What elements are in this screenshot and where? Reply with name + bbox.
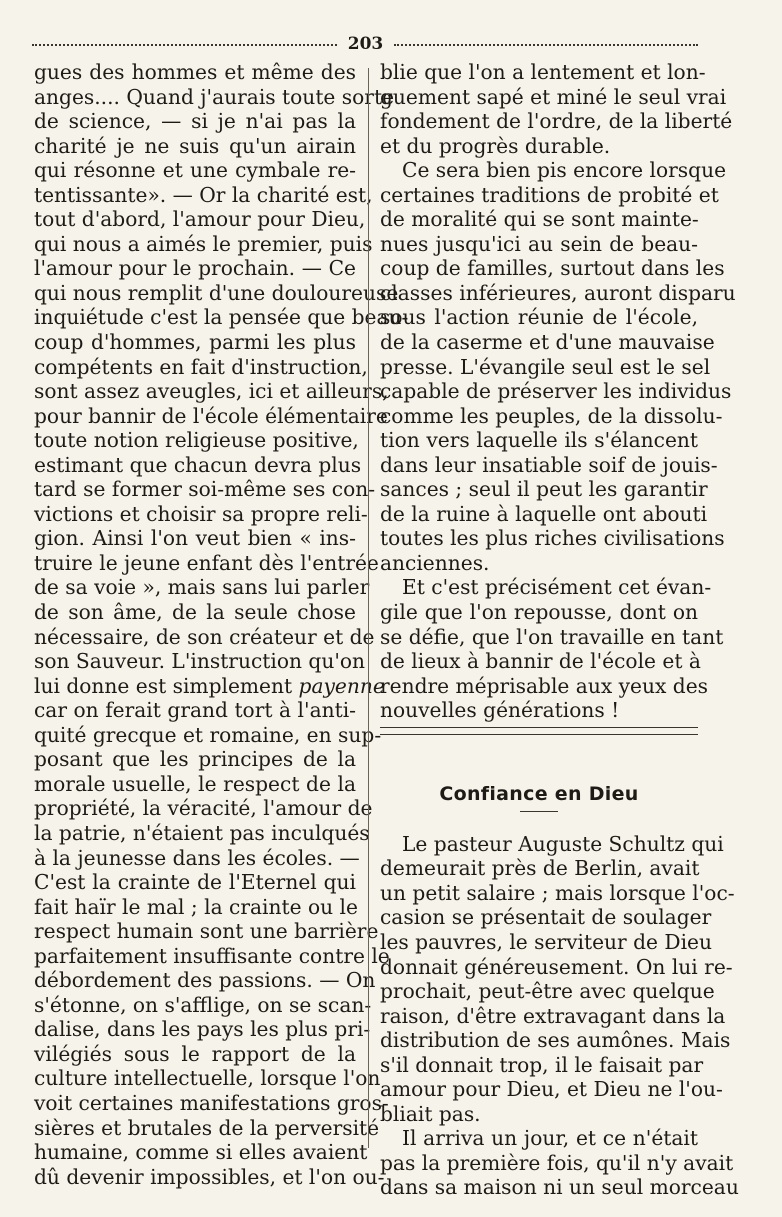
text-line: gile que l'on repousse, dont on: [380, 600, 698, 625]
text-line: tout d'abord, l'amour pour Dieu,: [34, 207, 366, 232]
text-line: tentissante». — Or la charité est,: [34, 182, 373, 207]
text-line: anciennes.: [380, 550, 490, 575]
text-line: distribution de ses aumônes. Mais: [380, 1028, 731, 1053]
text-line: qui nous a aimés le premier, puis: [34, 231, 373, 256]
section-title: Confiance en Dieu: [439, 782, 639, 805]
text-line: de moralité qui se sont mainte-: [380, 207, 699, 232]
text-line: se défie, que l'on travaille en tant: [380, 624, 724, 649]
text-line: l'amour pour le prochain. — Ce: [34, 256, 356, 281]
text-line: fait haïr le mal ; la crainte ou le: [34, 894, 358, 919]
text-line: guement sapé et miné le seul vrai: [380, 84, 727, 109]
right-column: [380, 60, 739, 1200]
text-line: truire le jeune enfant dès l'entrée: [34, 550, 379, 575]
text-line: Ce sera bien pis encore lorsque: [402, 158, 727, 183]
text-line: gues des hommes et même des: [34, 60, 356, 84]
title-underline: [520, 811, 558, 812]
text-line: de science, — si je n'ai pas la: [34, 109, 356, 134]
text-line: pour bannir de l'école élémentaire: [34, 403, 388, 428]
section-body: [380, 831, 739, 1200]
text-line: culture intellectuelle, lorsque l'on: [34, 1066, 381, 1091]
text-line: posant que les principes de la: [34, 747, 356, 772]
text-line: la patrie, n'étaient pas inculqués: [34, 820, 370, 845]
column-divider: [368, 68, 369, 1148]
text-line: gion. Ainsi l'on veut bien « ins-: [34, 526, 356, 551]
text-line: donnait généreusement. On lui re-: [380, 954, 733, 979]
text-line: amour pour Dieu, et Dieu ne l'ou-: [380, 1077, 723, 1102]
text-line: rendre méprisable aux yeux des: [380, 673, 709, 698]
text-line: vilégiés sous le rapport de la: [34, 1041, 356, 1066]
text-line: prochait, peut-être avec quelque: [380, 979, 715, 1004]
text-line: parfaitement insuffisante contre le: [34, 943, 390, 968]
text-line: nues jusqu'ici au sein de beau-: [380, 231, 698, 256]
text-line: comme les peuples, de la dissolu-: [380, 403, 723, 428]
text-line: classes inférieures, auront disparu: [380, 280, 736, 305]
text-line: compétents en fait d'instruction,: [34, 354, 368, 379]
text-line: quité grecque et romaine, en sup-: [34, 722, 382, 747]
text-line: certaines traditions de probité et: [380, 182, 719, 207]
text-line: sances ; seul il peut les garantir: [380, 477, 708, 502]
text-line: presse. L'évangile seul est le sel: [380, 354, 711, 379]
text-line: dalise, dans les pays les plus pri-: [34, 1017, 371, 1042]
text-line: toutes les plus riches civilisations: [380, 526, 725, 551]
text-line: Il arriva un jour, et ce n'était: [402, 1126, 698, 1151]
text-line: à la jeunesse dans les écoles. —: [34, 845, 360, 870]
text-line: tard se former soi-même ses con-: [34, 477, 376, 502]
text-line: raison, d'être extravagant dans la: [380, 1003, 726, 1028]
text-line: pas la première fois, qu'il n'y avait: [380, 1150, 734, 1175]
text-line: qui résonne et une cymbale re-: [34, 158, 356, 183]
text-line: son Sauveur. L'instruction qu'on: [34, 649, 366, 674]
text-line: sont assez aveugles, ici et ailleurs,: [34, 379, 389, 404]
text-line: sières et brutales de la perversité: [34, 1115, 380, 1140]
text-line: victions et choisir sa propre reli-: [34, 501, 368, 526]
text-line: de sa voie », mais sans lui parler: [34, 575, 370, 600]
text-line: bliait pas.: [380, 1101, 481, 1126]
text-line: humaine, comme si elles avaient: [34, 1140, 368, 1165]
text-line: de lieux à bannir de l'école et à: [380, 649, 701, 674]
text-line: blie que l'on a lentement et lon-: [380, 60, 706, 84]
text-line: de la ruine à laquelle ont abouti: [380, 501, 708, 526]
text-line: charité je ne suis qu'un airain: [34, 133, 356, 158]
text-line: qui nous remplit d'une douloureuse: [34, 280, 399, 305]
text-line: C'est la crainte de l'Eternel qui: [34, 870, 356, 895]
text-line: Et c'est précisément cet évan-: [402, 575, 712, 600]
text-line: fondement de l'ordre, de la liberté: [380, 109, 733, 134]
text-line: Le pasteur Auguste Schultz qui: [402, 831, 724, 856]
text-line: capable de préserver les individus: [380, 379, 732, 404]
text-line: un petit salaire ; mais lorsque l'oc-: [380, 880, 735, 905]
text-line: de la caserme et d'une mauvaise: [380, 330, 715, 355]
text-line: s'il donnait trop, il le faisait par: [380, 1052, 704, 1077]
section-separator: [380, 727, 698, 735]
left-column: [34, 60, 409, 1189]
italic-word: payenne: [298, 673, 385, 698]
text-line: dû devenir impossibles, et l'on ou-: [34, 1164, 385, 1189]
text-line: de son âme, de la seule chose: [34, 600, 356, 625]
text-line: s'étonne, on s'afflige, on se scan-: [34, 992, 372, 1017]
page-number: 203: [347, 34, 384, 54]
text-line: coup de familles, surtout dans les: [380, 256, 725, 281]
header-rule-right: [394, 44, 698, 46]
text-line: estimant que chacun devra plus: [34, 452, 362, 477]
text-line: morale usuelle, le respect de la: [34, 771, 356, 796]
text-line: lui donne est simplement payenne: [34, 673, 385, 698]
text-line: propriété, la véracité, l'amour de: [34, 796, 373, 821]
text-line: car on ferait grand tort à l'anti-: [34, 698, 356, 723]
text-line: inquiétude c'est la pensée que beau-: [34, 305, 409, 330]
text-line: débordement des passions. — On: [34, 968, 376, 993]
text-line: coup d'hommes, parmi les plus: [34, 330, 356, 355]
text-line: nécessaire, de son créateur et de: [34, 624, 375, 649]
text-line: tion vers laquelle ils s'élancent: [380, 428, 698, 453]
text-line: anges.... Quand j'aurais toute sorte: [34, 84, 395, 109]
text-line: dans leur insatiable soif de jouis-: [380, 452, 718, 477]
text-line: et du progrès durable.: [380, 133, 611, 158]
text-line: demeurait près de Berlin, avait: [380, 856, 700, 881]
text-line: les pauvres, le serviteur de Dieu: [380, 929, 712, 954]
right-column-text: [380, 60, 736, 723]
text-line: casion se présentait de soulager: [380, 905, 712, 930]
text-line: nouvelles générations !: [380, 698, 620, 723]
text-line: voit certaines manifestations gros-: [34, 1090, 389, 1115]
text-line: toute notion religieuse positive,: [34, 428, 359, 453]
text-line: dans sa maison ni un seul morceau: [380, 1175, 739, 1200]
header-rule-left: [32, 44, 337, 46]
page-header: [32, 32, 698, 56]
text-line: respect humain sont une barrière: [34, 919, 379, 944]
text-line: sous l'action réunie de l'école,: [380, 305, 698, 330]
